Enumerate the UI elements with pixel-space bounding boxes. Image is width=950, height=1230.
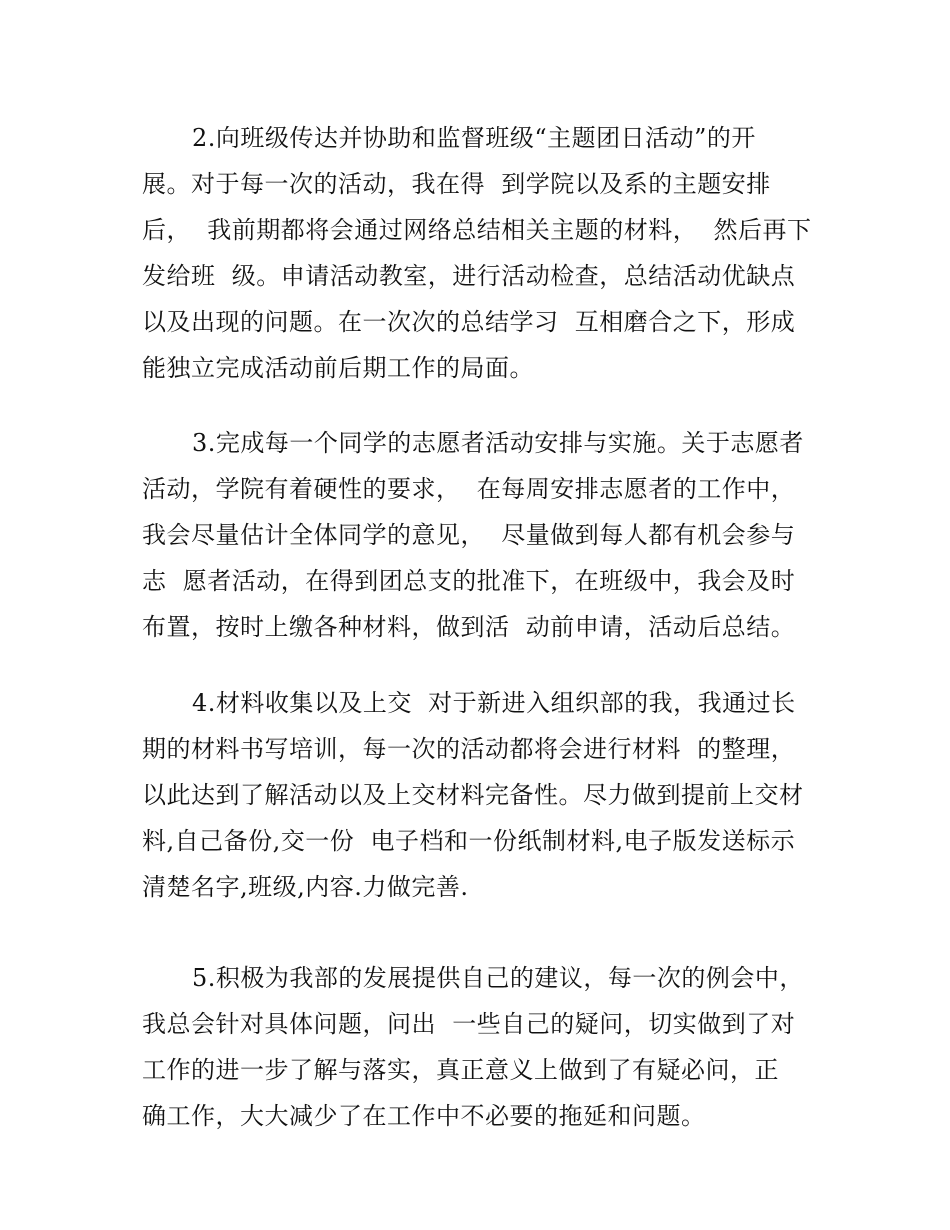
paragraph-item-3 [142,420,822,650]
text-line: 确工作，大大减少了在工作中不必要的拖延和问题。 [142,1102,706,1130]
text-line: 清楚名字,班级,内容.力做完善. [142,873,469,901]
text-line: 4.材料收集以及上交 对于新进入组织部的我，我通过长 [192,689,796,717]
text-line: 能独立完成活动前后期工作的局面。 [142,354,534,382]
text-line: 工作的进一步了解与落实，真正意义上做到了有疑必问，正 [142,1056,779,1084]
text-line: 期的材料书写培训，每一次的活动都将会进行材料 的整理， [142,735,796,763]
paragraph-item-4 [142,680,822,910]
text-line: 活动，学院有着硬性的要求， 在每周安排志愿者的工作中， [142,475,796,503]
text-line: 料,自己备份,交一份 电子档和一份纸制材料,电子版发送标示 [142,827,796,855]
paragraph-item-2 [142,115,822,391]
text-line: 以及出现的问题。在一次次的总结学习 互相磨合之下，形成 [142,308,796,336]
text-line: 我会尽量估计全体同学的意见， 尽量做到每人都有机会参与 [142,521,796,549]
text-line: 2.向班级传达并协助和监督班级“主题团日活动”的开 [192,124,756,152]
text-line: 5.积极为我部的发展提供自己的建议，每一次的例会中， [192,964,804,992]
paragraph-item-5 [142,955,822,1139]
text-line: 展。对于每一次的活动，我在得 到学院以及系的主题安排 [142,170,771,198]
text-line: 我总会针对具体问题，问出 一些自己的疑问，切实做到了对 [142,1010,796,1038]
text-line: 以此达到了解活动以及上交材料完备性。尽力做到提前上交材 [142,781,804,809]
text-line: 发给班 级。申请活动教室，进行活动检查，总结活动优缺点 [142,262,796,290]
text-line: 后， 我前期都将会通过网络总结相关主题的材料， 然后再下 [142,216,812,244]
text-line: 3.完成每一个同学的志愿者活动安排与实施。关于志愿者 [192,429,804,457]
text-line: 志 愿者活动，在得到团总支的批准下，在班级中，我会及时 [142,567,796,595]
text-line: 布置，按时上缴各种材料，做到活 动前申请，活动后总结。 [142,613,796,641]
